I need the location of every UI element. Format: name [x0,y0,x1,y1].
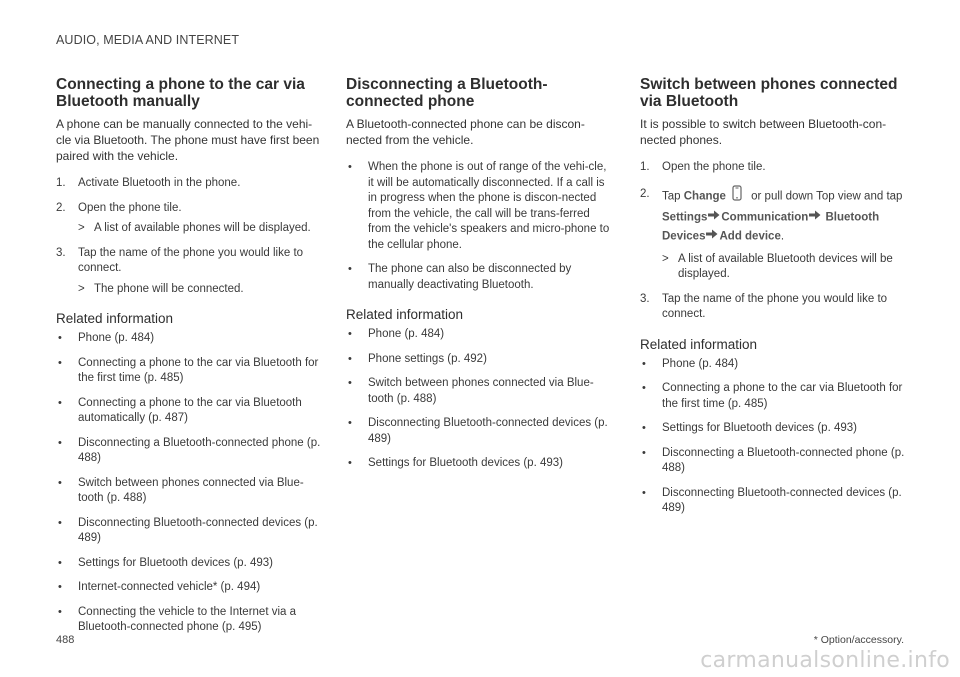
related-list [640,357,908,517]
page-number: 488 [56,634,75,646]
related-link[interactable]: • Settings for Bluetooth devices (p. 493) [348,457,563,469]
communication-label: Communication [721,211,809,224]
step-item [56,246,324,298]
info-bullet: • When the phone is out of range of the vehi-cle, it will be automatically disconnected. If a call is in progress when the phone is discon-nected from the vehicle, the call will be trans-ferred from the vehicle's speakers and micro-phone to the cellular phone. [348,161,610,251]
related-link[interactable]: • Disconnecting a Bluetooth-connected phone (p. 488) [642,446,905,475]
related-link[interactable]: • Phone settings (p. 492) [348,352,487,365]
change-label: Change [683,190,726,203]
step-result [662,252,908,283]
result-text: A list of available Bluetooth devices will be displayed. [678,252,893,281]
steps-list [640,160,908,323]
section-title: Disconnecting a Bluetooth-connected phone [346,76,548,110]
info-bullet: • The phone can also be disconnected by manually deactivating Bluetooth. [348,263,572,291]
related-link[interactable]: • Connecting a phone to the car via Bluetooth for the first time (p. 485) [642,382,903,410]
related-link[interactable]: • Switch between phones connected via Blue-tooth (p. 488) [348,377,594,405]
result-marker: > [78,222,85,234]
step-item: 2. Tap Change or pull down Top view and tap Settings Communication Bluetooth Devices Add device. > A list of available Bluetooth devices will be displayed. [640,185,908,283]
intro-text: It is possible to switch between Bluetooth-con-nected phones. [640,117,887,147]
steps-list [56,176,324,297]
arrow-right-icon [809,208,821,227]
section-title: Connecting a phone to the car via Bluetooth manually [56,76,305,110]
step-number: 3. [640,292,650,305]
step-item [56,176,324,192]
step-text: Tap the name of the phone you would like to connect. [662,292,888,321]
related-information-heading: Related information [640,336,758,352]
footnote: * Option/accessory. [813,634,904,646]
result-text: The phone will be connected. [94,282,244,295]
related-link[interactable]: • Phone (p. 484) [642,357,739,370]
column-manual-connect [56,76,324,645]
step-text: Activate Bluetooth in the phone. [78,177,241,189]
step-number: 3. [56,246,66,259]
related-list [346,327,614,472]
step-text: Tap the name of the phone you would like to connect. [78,246,304,274]
step-item [56,201,324,237]
arrow-right-icon [706,227,718,246]
step-number: 1. [56,177,66,189]
info-bullets [346,160,614,293]
related-list [56,331,324,636]
step-number: 2. [640,187,650,200]
arrow-right-icon [708,208,720,227]
column-switch-phones [640,76,908,526]
related-link[interactable]: • Disconnecting Bluetooth-connected devices (p. 489) [58,516,318,544]
related-link[interactable]: • Disconnecting Bluetooth-connected devices (p. 489) [348,417,608,445]
result-text: A list of available phones will be displayed. [94,222,311,234]
related-link[interactable]: • Connecting a phone to the car via Bluetooth for the first time (p. 485) [58,356,319,384]
step-result [78,221,324,237]
column-disconnect [346,76,614,481]
related-link[interactable]: • Disconnecting Bluetooth-connected devices (p. 489) [642,486,902,515]
related-link[interactable]: • Connecting a phone to the car via Bluetooth automatically (p. 487) [58,396,302,424]
intro-text: A phone can be manually connected to the vehi-cle via Bluetooth. The phone must have first been paired with the vehicle. [56,117,320,163]
watermark: carmanualsonline.info [700,648,950,673]
add-device-label: Add device [719,230,781,243]
bluetooth-devices-label: Bluetooth Devices [662,211,880,243]
section-title: Switch between phones connected via Bluetooth [640,76,898,110]
related-link[interactable]: • Switch between phones connected via Blue-tooth (p. 488) [58,476,304,504]
related-link[interactable]: • Disconnecting a Bluetooth-connected phone (p. 488) [58,436,321,464]
result-marker: > [78,282,85,295]
result-marker: > [662,252,669,265]
step-result [78,282,324,298]
phone-icon [730,185,744,208]
related-information-heading: Related information [56,311,174,326]
step-item [640,292,908,323]
step-text: Open the phone tile. [78,201,182,214]
step-number: 1. [640,161,650,173]
section-header: AUDIO, MEDIA AND INTERNET [56,33,240,47]
related-link[interactable]: • Phone (p. 484) [58,332,155,344]
related-link[interactable]: • Internet-connected vehicle* (p. 494) [58,581,261,593]
intro-text: A Bluetooth-connected phone can be discon-nected from the vehicle. [346,117,585,147]
settings-label: Settings [662,211,708,224]
related-link[interactable]: • Settings for Bluetooth devices (p. 493) [58,556,273,569]
related-link[interactable]: • Connecting the vehicle to the Internet via a Bluetooth-connected phone (p. 495) [58,605,297,633]
step-text: Open the phone tile. [662,161,766,173]
step-item [640,160,908,176]
related-link[interactable]: • Phone (p. 484) [348,328,445,340]
related-link[interactable]: • Settings for Bluetooth devices (p. 493) [642,422,857,435]
step-number: 2. [56,201,66,214]
related-information-heading: Related information [346,307,464,322]
